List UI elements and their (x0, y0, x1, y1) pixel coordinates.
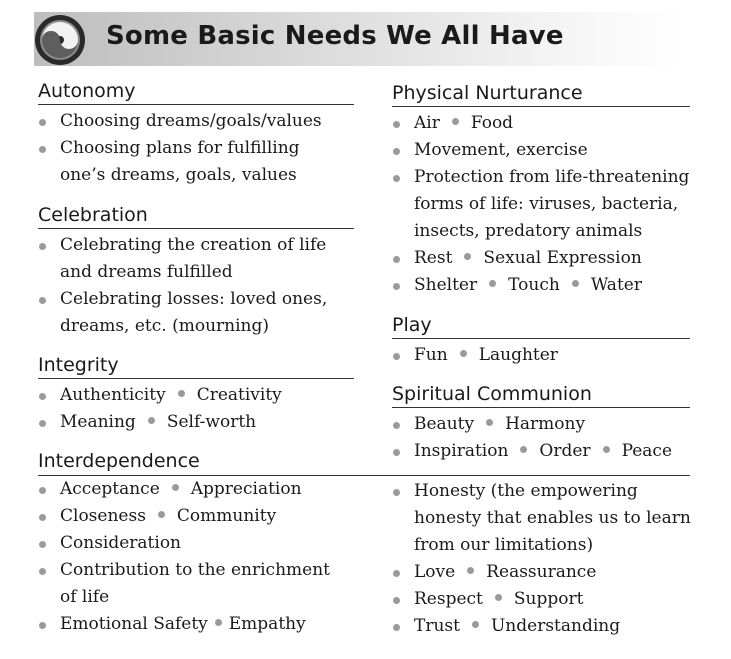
list-item-continuation: from our limitations) (414, 535, 594, 555)
list-item: Rest Sexual Expression (392, 245, 690, 272)
list-item: Closeness Community (38, 503, 354, 530)
list-item: Air Food (392, 110, 690, 137)
section-autonomy (38, 80, 354, 189)
list-item: Acceptance Appreciation (38, 476, 354, 503)
list-item: Honesty (the empowering (392, 478, 690, 505)
list-item: Celebrating losses: loved ones, (38, 286, 354, 313)
list-item: Trust Understanding (392, 613, 690, 640)
heading-interdependence: Interdependence (38, 450, 200, 472)
list-item-continuation: honesty that enables us to learn (414, 508, 691, 528)
heading-autonomy: Autonomy (38, 80, 354, 105)
bullet-separator (467, 567, 474, 574)
list-item: Choosing plans for fulfilling (38, 135, 354, 162)
bullet-separator (603, 446, 610, 453)
list-item: Beauty Harmony (392, 411, 690, 438)
list-item: Choosing dreams/goals/values (38, 108, 354, 135)
bullet-separator (489, 280, 496, 287)
list-item: Shelter Touch Water (392, 272, 690, 299)
list-item-continuation: dreams, etc. (mourning) (60, 316, 269, 336)
heading-play: Play (392, 314, 690, 339)
interdependence-left-list (38, 476, 354, 638)
list-item-continuation: insects, predatory animals (414, 221, 643, 241)
bullet-separator (464, 253, 471, 260)
bullet-separator (572, 280, 579, 287)
bullet-separator (452, 118, 459, 125)
section-integrity (38, 354, 354, 436)
bullet-separator (472, 621, 479, 628)
list-item-continuation: forms of life: viruses, bacteria, (414, 194, 679, 214)
list-item: Emotional Safety Empathy (38, 611, 354, 638)
heading-spiritual-communion: Spiritual Communion (392, 383, 690, 408)
list-item: Consideration (38, 530, 354, 557)
section-celebration (38, 204, 354, 340)
bullet-separator (460, 350, 467, 357)
bullet-separator (520, 446, 527, 453)
bullet-separator (158, 511, 165, 518)
list-item: Respect Support (392, 586, 690, 613)
heading-physical-nurturance: Physical Nurturance (392, 82, 690, 107)
list-item-continuation: and dreams fulfilled (60, 262, 233, 282)
section-play (392, 314, 690, 369)
bullet-separator (495, 594, 502, 601)
list-item-continuation: of life (60, 587, 110, 607)
list-item: Contribution to the enrichment (38, 557, 354, 584)
heading-integrity: Integrity (38, 354, 354, 379)
heading-celebration: Celebration (38, 204, 354, 229)
list-item: Protection from life-threatening (392, 164, 690, 191)
list-item: Fun Laughter (392, 342, 690, 369)
page-title: Some Basic Needs We All Have (106, 21, 564, 51)
section-physical-nurturance (392, 82, 690, 299)
interdependence-right-list (392, 478, 690, 640)
bullet-separator (178, 390, 185, 397)
list-item-continuation: one’s dreams, goals, values (60, 165, 297, 185)
bullet-separator (486, 419, 493, 426)
list-item: Inspiration Order Peace (392, 438, 690, 465)
section-spiritual-communion (392, 383, 690, 465)
list-item: Meaning Self-worth (38, 409, 354, 436)
list-item: Authenticity Creativity (38, 382, 354, 409)
list-item: Love Reassurance (392, 559, 690, 586)
list-item: Movement, exercise (392, 137, 690, 164)
bullet-separator (172, 484, 179, 491)
section-interdependence (38, 450, 354, 472)
bullet-separator (215, 619, 222, 626)
spiral-logo-icon (34, 14, 86, 66)
list-item: Celebrating the creation of life (38, 232, 354, 259)
bullet-separator (148, 417, 155, 424)
